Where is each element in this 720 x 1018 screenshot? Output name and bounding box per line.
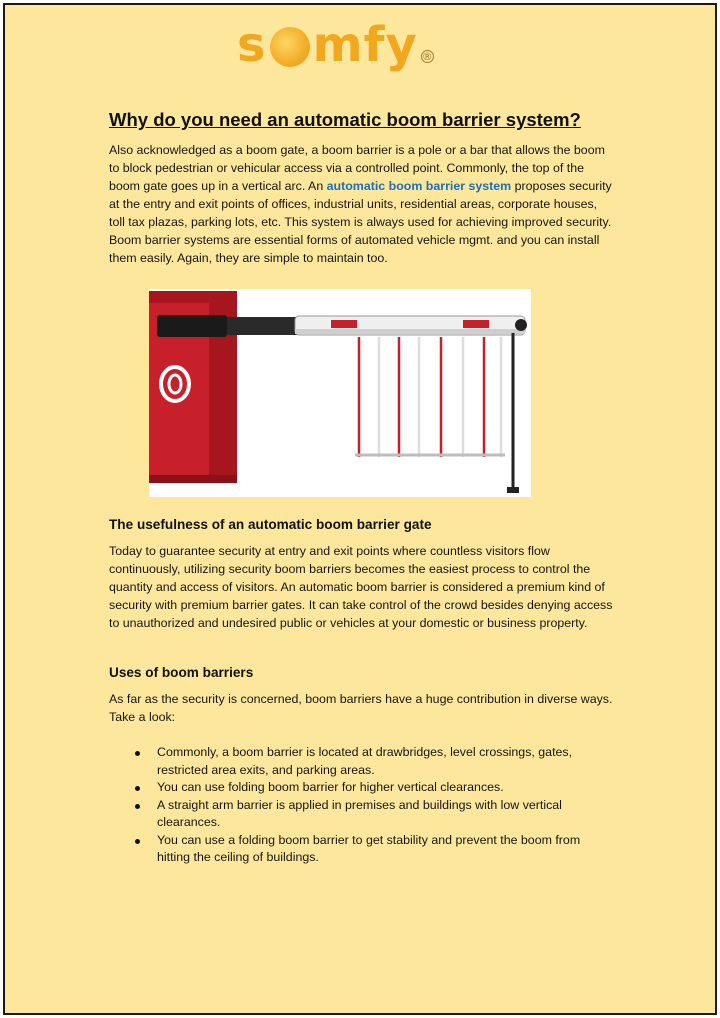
usefulness-paragraph: Today to guarantee security at entry and exit points where countless visitors flow continuously, utilizing security boom barriers becomes the easiest process to control the quantity and access of visitors. An automatic boom barrier is considered a premium kind of security with premium barrier gates. It can take control of the crowd besides denying access to unauthorized and undesired public or vehicles at your domestic or business property. — [109, 544, 613, 630]
uses-paragraph: As far as the security is concerned, boom barriers have a huge contribution in diverse ways. Take a look: — [109, 692, 613, 724]
bullet-icon — [135, 786, 140, 791]
page-title: Why do you need an automatic boom barrier system? — [109, 109, 581, 130]
boom-barrier-photo — [149, 289, 531, 497]
list-item: A straight arm barrier is applied in premises and buildings with low vertical clearances. — [132, 797, 612, 832]
document-page — [3, 3, 717, 1015]
somfy-logo: s mfy ® — [237, 17, 434, 73]
intro-paragraph: Also acknowledged as a boom gate, a boom barrier is a pole or a bar that allows the boom to block pedestrian or vehicular access via a controlled point. Commonly, the top of the boom gate goes up in a vertical arc. An automatic boom barrier system proposes security at the entry and exit points of offices, industrial units, residential areas, corporate houses, toll tax plazas, parking lots, etc. This system is always used for achieving improved security. Boom barrier systems are essential forms of automated vehicle mgmt. and you can install them easily. Again, they are simple to maintain too. — [109, 143, 612, 265]
list-item: Commonly, a boom barrier is located at drawbridges, level crossings, gates, restricted area exits, and parking areas. — [132, 744, 612, 779]
bullet-icon — [135, 839, 140, 844]
section-heading-uses: Uses of boom barriers — [109, 665, 254, 680]
list-item: You can use a folding boom barrier to get stability and prevent the boom from hitting the ceiling of buildings. — [132, 832, 612, 867]
boom-barrier-illustration — [149, 289, 531, 497]
uses-bullet-list — [132, 744, 612, 867]
bullet-icon — [135, 751, 140, 756]
list-item: You can use folding boom barrier for higher vertical clearances. — [132, 779, 612, 797]
bullet-icon — [135, 804, 140, 809]
automatic-boom-barrier-link[interactable]: automatic boom barrier system — [326, 179, 512, 193]
section-heading-usefulness: The usefulness of an automatic boom barrier gate — [109, 517, 432, 532]
